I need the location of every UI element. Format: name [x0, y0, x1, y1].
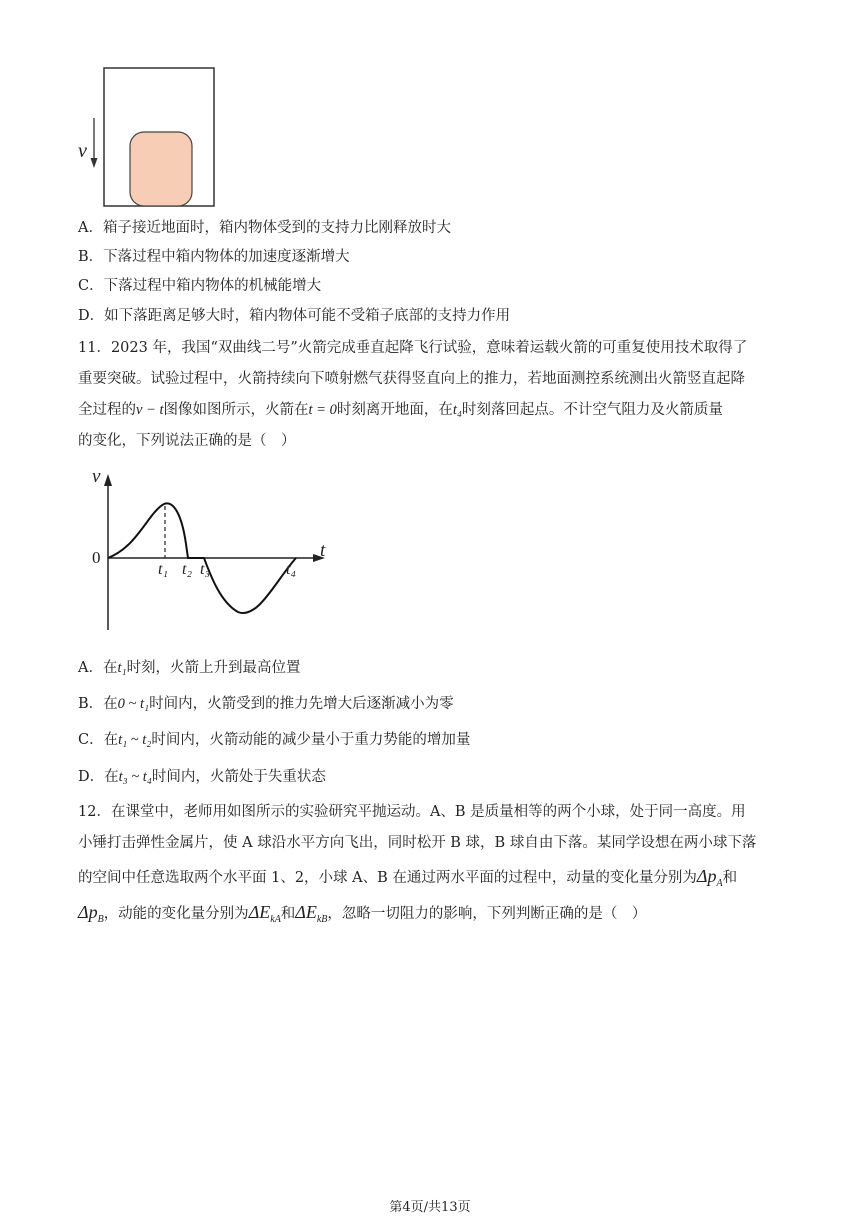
v-axis-label: v: [92, 466, 101, 487]
q11-option-d: D．在t₃ ~ t₄时间内，火箭处于失重状态: [78, 769, 326, 785]
origin-label: 0: [92, 548, 101, 567]
q10-option-d: D．如下落距离足够大时，箱内物体可能不受箱子底部的支持力作用: [78, 308, 511, 324]
q12-stem-line3: 的空间中任意选取两个水平面 1、2，小球 A、B 在通过两水平面的过程中，动量的变化量分别为$\Delta p_A$和: [78, 866, 738, 889]
q11-stem-line2: 重要突破。试验过程中，火箭持续向下喷射燃气获得竖直向上的推力，若地面测控系统测出火箭竖直起降: [78, 371, 745, 387]
q11-stem-line4: 的变化，下列说法正确的是（ ）: [78, 433, 296, 449]
q11-stem-line1: 11．2023 年，我国“双曲线二号”火箭完成垂直起降飞行试验，意味着运载火箭的可重复使用技术取得了: [78, 340, 748, 356]
q12-stem-line2: 小锤打击弹性金属片，使 A 球沿水平方向飞出，同时松开 B 球，B 球自由下落。某同学设想在两小球下落: [78, 835, 757, 851]
object-in-box: [130, 132, 192, 206]
q10-option-b: B．下落过程中箱内物体的加速度逐渐增大: [78, 249, 350, 265]
q11-option-b: B．在0 ~ t₁时间内，火箭受到的推力先增大后逐渐减小为零: [78, 696, 454, 712]
vt-graph: [80, 462, 340, 638]
t3-label: t₃: [200, 561, 211, 578]
q12-stem-line4: $\Delta p_B$，动能的变化量分别为$\Delta E_{kA}$和$\Delta E_{kB}$，忽略一切阻力的影响，下列判断正确的是（ ）: [78, 902, 647, 925]
q12-stem-line1: 12．在课堂中，老师用如图所示的实验研究平抛运动。A、B 是质量相等的两个小球，处于同一高度。用: [78, 804, 746, 820]
velocity-label: v: [78, 140, 87, 162]
box-figure: [70, 60, 230, 210]
q10-option-a: A．箱子接近地面时，箱内物体受到的支持力比刚释放时大: [78, 220, 451, 236]
v-axis-arrowhead: [104, 474, 112, 486]
q11-option-c: C．在t₁ ~ t₂时间内，火箭动能的减少量小于重力势能的增加量: [78, 732, 471, 748]
t1-label: t₁: [158, 561, 169, 578]
q11-stem-line3: 全过程的v − t图像如图所示，火箭在t = 0时刻离开地面，在t₄时刻落回起点。不计空气阻力及火箭质量: [78, 402, 723, 418]
q10-option-c: C．下落过程中箱内物体的机械能增大: [78, 278, 322, 294]
q11-option-a: A．在t₁时刻，火箭上升到最高位置: [78, 660, 301, 676]
page-footer: 第4页/共13页: [389, 1200, 471, 1215]
velocity-arrowhead: [91, 158, 98, 168]
t-axis-label: t: [320, 540, 326, 561]
t4-label: t₄: [286, 561, 297, 578]
t2-label: t₂: [182, 561, 193, 578]
